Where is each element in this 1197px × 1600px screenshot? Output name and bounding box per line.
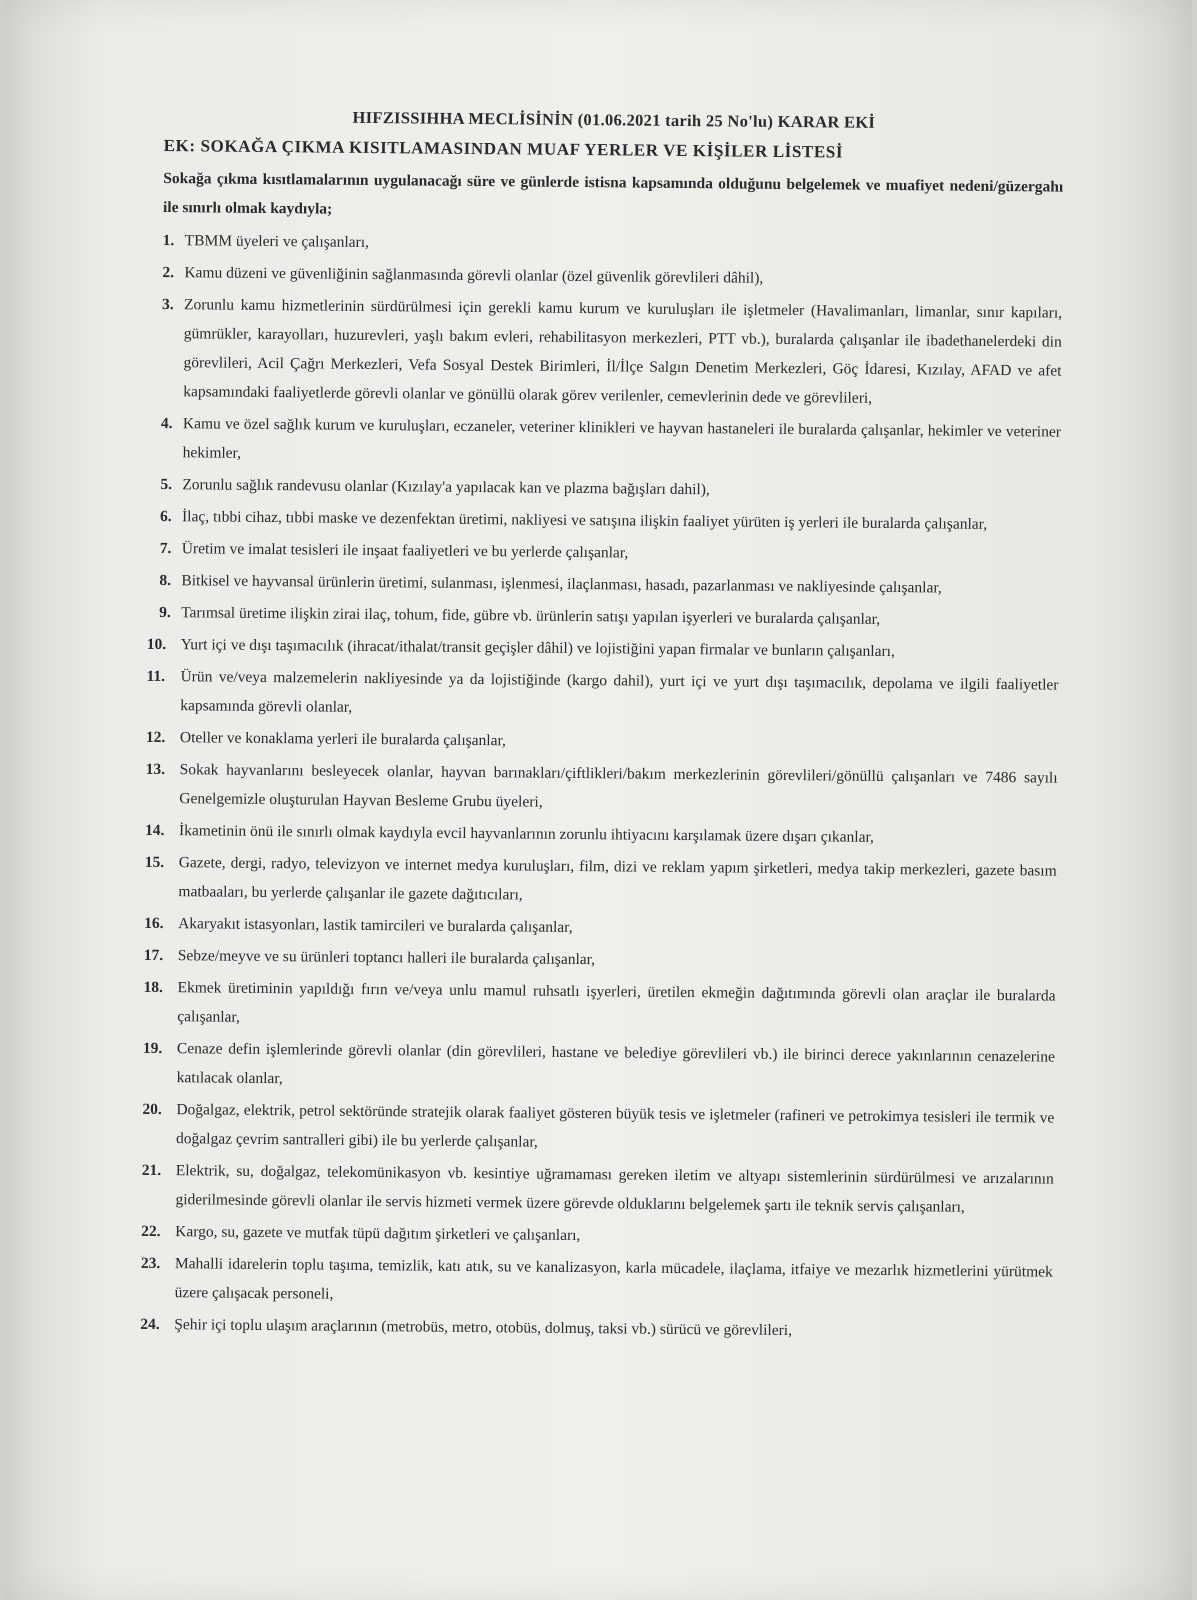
item-text: Akaryakıt istasyonları, lastik tamircileri ve buralarda çalışanlar, [178,915,573,936]
item-text: Şehir içi toplu ulaşım araçlarının (metrobüs, metro, otobüs, dolmuş, taksi vb.) sürücü ve görevlileri, [174,1316,793,1340]
item-text: Mahalli idarelerin toplu taşıma, temizlik, katı atık, su ve kanalizasyon, karla mücadele, ilaçlama, itfaiye ve mezarlık hizmetlerini yürütmek üzere çalışacak personeli, [174,1255,1053,1303]
list-item [144,816,1057,854]
item-number: 11. [146,667,166,686]
list-item [161,290,1062,415]
item-number: 13. [145,760,166,779]
list-item [162,258,1062,296]
document-content [140,106,1064,1351]
item-number: 4. [160,414,173,433]
paper-sheet [6,0,1192,1600]
item-text: Bitkisel ve hayvansal ürünlerin üretimi, sulanması, işlenmesi, ilaçlanması, hasadı, pazarlanması ve nakliyesinde çalışanlar, [181,572,942,597]
document-intro: Sokağa çıkma kısıtlamalarının uygulanacağı süre ve günlerde istisna kapsamında olduğunu belgelemek ve muafiyet nedeni/güzergahı ile sınırlı olmak kaydıyla; [162,169,1064,218]
document-title: HIFZISSIHHA MECLİSİNİN (01.06.2021 tarih 25 No'lu) KARAR EKİ [352,107,876,132]
item-text: Kamu düzeni ve güvenliğinin sağlanmasında görevli olanlar (özel güvenlik görevlileri dâhil), [184,264,764,287]
item-text: Doğalgaz, elektrik, petrol sektöründe stratejik olarak faaliyet gösteren büyük tesis ve işletmeler (rafineri ve petrokimya tesisleri ile termik ve doğalgaz çevrim santralleri gibi) ile bu yerlerde çalışanlar, [176,1101,1055,1151]
item-text: Cenaze defin işlemlerinde görevli olanlar (din görevlileri, hastane ve belediye görevlileri vb.) ile birinci derece yakınlarının cenazelerine katılacak olanlar, [176,1040,1055,1088]
item-text: Yurt içi ve dışı taşımacılık (ihracat/ithalat/transit geçişler dâhil) ve lojistiğini yapan firmalar ve bunların çalışanları, [180,636,895,661]
item-text: Gazete, dergi, radyo, televizyon ve internet medya kuruluşları, film, dizi ve reklam yapım şirketleri, medya takip merkezleri, gazete basım matbaaları, bu yerlerde çalışanlar ile gazete dağıtıcıları, [178,854,1057,904]
document-subtitle: EK: SOKAĞA ÇIKMA KISITLAMASINDAN MUAF YERLER VE KİŞİLER LİSTESİ [163,135,844,162]
item-number: 19. [142,1039,163,1058]
item-number: 16. [144,914,164,933]
item-number: 14. [144,821,165,840]
list-item [143,941,1056,979]
item-number: 15. [144,853,165,872]
item-text: İlaç, tıbbi cihaz, tıbbi maske ve dezenfektan üretimi, nakliyesi ve satışına ilişkin faaliyet yürüten iş yerleri ile buralarda çalışanlar, [181,508,988,533]
list-item [143,973,1056,1040]
item-number: 20. [142,1100,162,1119]
item-number: 21. [141,1161,162,1180]
item-text: Üretim ve imalat tesisleri ile inşaat faaliyetleri ve bu yerlerde çalışanlar, [181,540,629,562]
item-number: 24. [140,1315,160,1334]
item-text: İkametinin önü ile sınırlı olmak kaydıyla evcil hayvanlarının zorunlu ihtiyacını karşılamak üzere dışarı çıkanlar, [178,822,875,846]
list-item [144,848,1057,915]
item-number: 23. [140,1254,161,1273]
item-text: Oteller ve konaklama yerleri ile buralarda çalışanlar, [179,729,507,750]
list-item [146,662,1059,729]
list-item [160,534,1060,572]
list-item [142,1095,1055,1162]
list-item [159,566,1059,604]
item-text: Tarımsal üretime ilişkin zirai ilaç, tohum, fide, gübre vb. ürünlerin satışı yapılan işyerleri ve buralarda çalışanlar, [181,604,881,628]
item-number: 3. [162,295,174,314]
item-number: 22. [141,1222,161,1241]
item-number: 9. [159,603,171,622]
item-number: 8. [159,571,172,590]
item-text: TBMM üyeleri ve çalışanları, [184,232,370,251]
item-number: 2. [162,263,175,282]
list-item [140,1249,1053,1316]
item-number: 1. [162,231,175,250]
item-number: 7. [159,539,172,558]
item-number: 17. [143,946,164,965]
item-number: 6. [159,507,172,526]
exemption-list [140,226,1063,1348]
list-item [142,1034,1056,1101]
list-item [161,409,1062,476]
item-number: 12. [145,728,166,747]
list-item [144,909,1056,947]
item-number: 18. [143,978,163,997]
item-text: Ürün ve/veya malzemelerin nakliyesinde ya da lojistiğinde (kargo dahil), yurt içi ve yurt dışı taşımacılık, depolama ve ilgili faaliyetler kapsamında görevli olanlar, [180,668,1059,716]
list-item [160,502,1060,540]
list-item [145,723,1058,761]
list-item [159,598,1059,636]
list-item [146,630,1059,668]
item-text: Elektrik, su, doğalgaz, telekomünikasyon vb. kesintiye uğramaması gereken iletim ve altyapı sistemlerinin sürdürülmesi ve arızalarının giderilmesinde görevli olanlar ile servis hizmeti vermek üzere görevde olduklarını belgelemek şartı ile teknik servis çalışanları, [175,1162,1054,1216]
list-item [141,1156,1054,1223]
item-number: 5. [160,475,173,494]
item-text: Ekmek üretiminin yapıldığı fırın ve/veya unlu mamul ruhsatlı işyerleri, üretilen ekmeğin dağıtımında görevli olan araçlar ile buralarda çalışanlar, [177,979,1056,1026]
list-item [160,470,1060,508]
item-text: Zorunlu kamu hizmetlerinin sürdürülmesi için gerekli kamu kurum ve kuruluşları ile işletmeler (Havalimanları, limanlar, sınır kapıları, gümrükler, karayolları, huzurevleri, yaşlı bakım evleri, rehabilitasyon merkezleri, PTT vb.), buralarda çalışanlar ile ibadethanelerdeki din görevlileri, Acil Çağrı Merkezleri, Vefa Sosyal Destek Birimleri, İl/İlçe Salgın Denetim Merkezleri, Göç İdaresi, Kızılay, AFAD ve afet kapsamındaki faaliyetlerde görevli olanlar ve gönüllü olarak görev verilenler, cemevlerinin dede ve görevlileri, [183,296,1063,407]
item-text: Kargo, su, gazete ve mutfak tüpü dağıtım şirketleri ve çalışanları, [175,1223,581,1245]
item-text: Sebze/meyve ve su ürünleri toptancı halleri ile buralarda çalışanlar, [177,947,596,969]
list-item [141,1217,1053,1255]
list-item [140,1310,1052,1348]
list-item [163,226,1063,264]
list-item [145,755,1058,822]
item-number: 10. [146,635,167,654]
item-text: Zorunlu sağlık randevusu olanlar (Kızılay'a yapılacak kan ve plazma bağışları dahil), [182,476,710,499]
item-text: Kamu ve özel sağlık kurum ve kuruluşları, eczaneler, veteriner klinikleri ve hayvan hastaneleri ile buralarda çalışanlar, hekimler ve veteriner hekimler, [182,415,1061,462]
item-text: Sokak hayvanlarını besleyecek olanlar, hayvan barınakları/çiftlikleri/bakım merkezlerinin görevlileri/gönüllü çalışanları ve 7486 sayılı Genelgemizle oluşturulan Hayvan Besleme Grubu üyeleri, [179,761,1058,811]
